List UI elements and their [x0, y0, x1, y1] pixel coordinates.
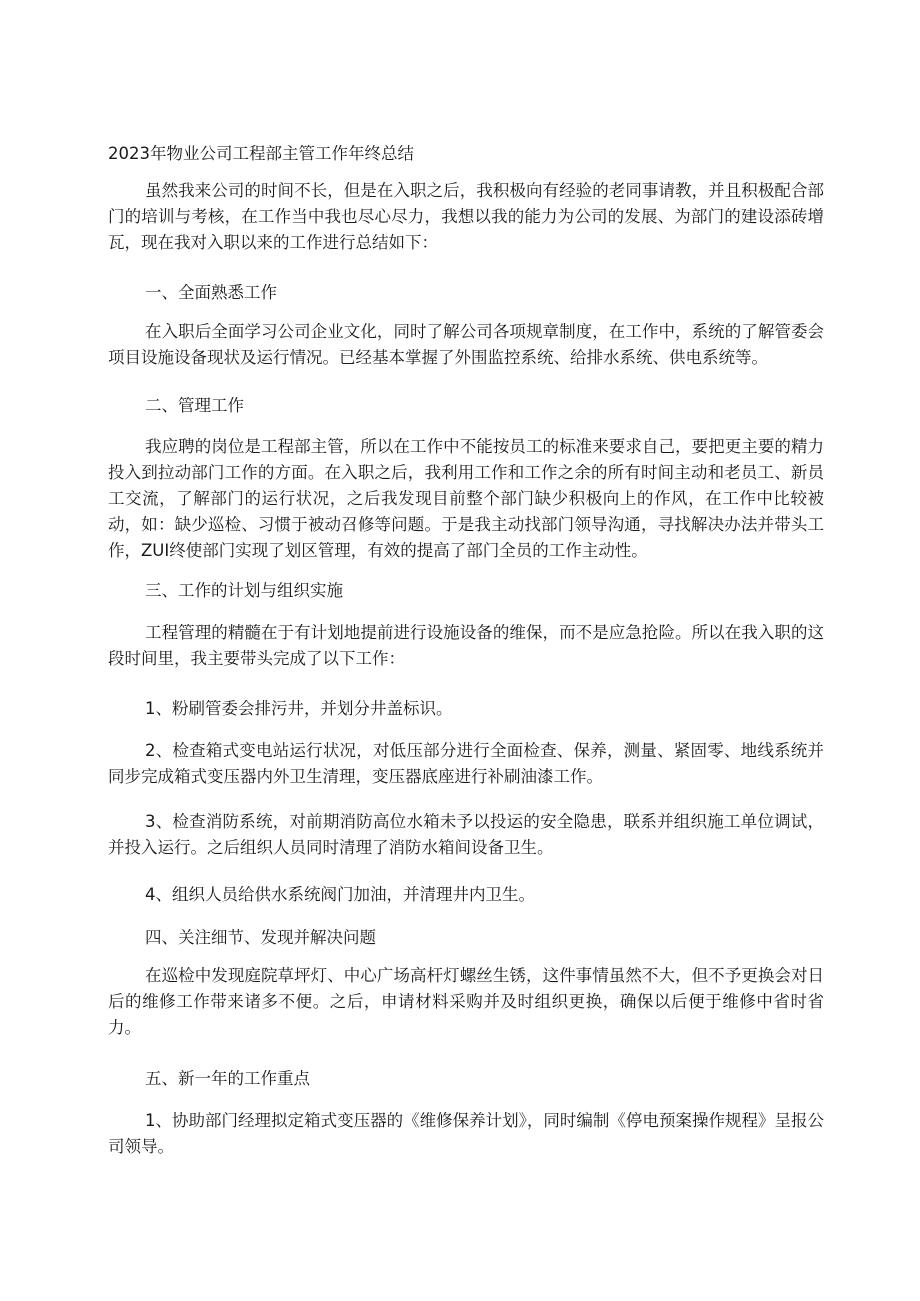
section-2-paragraph: 我应聘的岗位是工程部主管，所以在工作中不能按员工的标准来要求自己，要把更主要的精力投入到拉动部门工作的方面。在入职之后，我利用工作和工作之余的所有时间主动和老员工、新员工交流，了解部门的运行状况，之后我发现目前整个部门缺少积极向上的作风，在工作中比较被动，如：缺少巡检、习惯于被动召修等问题。于是我主动找部门领导沟通，寻找解决办法并带头工作，ZUI终使部门实现了划区管理，有效的提高了部门全员的工作主动性。: [108, 437, 824, 560]
section-heading-4: 四、关注细节、发现并解决问题: [145, 928, 376, 947]
section-1-paragraph: 在入职后全面学习公司企业文化，同时了解公司各项规章制度，在工作中，系统的了解管委会项目设施设备现状及运行情况。已经基本掌握了外围监控系统、给排水系统、供电系统等。: [108, 322, 824, 367]
section-heading-1: 一、全面熟悉工作: [145, 283, 277, 302]
section-heading-2: 二、管理工作: [145, 396, 244, 415]
intro-paragraph: 虽然我来公司的时间不长，但是在入职之后，我积极向有经验的老同事请教，并且积极配合部门的培训与考核，在工作当中我也尽心尽力，我想以我的能力为公司的发展、为部门的建设添砖增瓦，现在我对入职以来的工作进行总结如下：: [108, 181, 824, 252]
list-item: 3、检查消防系统，对前期消防高位水箱未予以投运的安全隐患，联系并组织施工单位调试，并投入运行。之后组织人员同时清理了消防水箱间设备卫生。: [108, 812, 824, 857]
document-title: 2023年物业公司工程部主管工作年终总结: [108, 144, 414, 163]
list-item: 1、协助部门经理拟定箱式变压器的《维修保养计划》，同时编制《停电预案操作规程》呈报公司领导。: [108, 1111, 824, 1156]
section-3-paragraph: 工程管理的精髓在于有计划地提前进行设施设备的维保，而不是应急抢险。所以在我入职的这段时间里，我主要带头完成了以下工作：: [108, 623, 824, 668]
list-item: 2、检查箱式变电站运行状况，对低压部分进行全面检查、保养，测量、紧固零、地线系统并同步完成箱式变压器内外卫生清理，变压器底座进行补刷油漆工作。: [108, 741, 824, 786]
list-item: 4、组织人员给供水系统阀门加油，并清理井内卫生。: [145, 885, 535, 904]
list-item: 1、粉刷管委会排污井，并划分井盖标识。: [145, 699, 453, 718]
section-heading-5: 五、新一年的工作重点: [145, 1069, 310, 1088]
section-heading-3: 三、工作的计划与组织实施: [145, 581, 343, 600]
section-4-paragraph: 在巡检中发现庭院草坪灯、中心广场高杆灯螺丝生锈，这件事情虽然不大，但不予更换会对日后的维修工作带来诸多不便。之后，申请材料采购并及时组织更换，确保以后便于维修中省时省力。: [108, 966, 824, 1037]
